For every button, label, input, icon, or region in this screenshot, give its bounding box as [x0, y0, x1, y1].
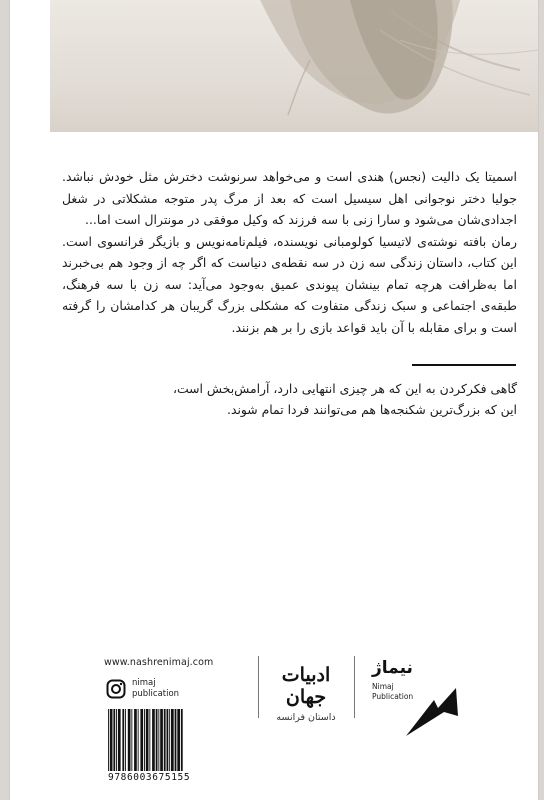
blurb-text — [62, 166, 517, 338]
barcode-bar — [118, 709, 121, 771]
book-back-cover — [10, 0, 538, 800]
barcode-bar — [108, 709, 109, 771]
barcode-bar — [158, 709, 159, 771]
barcode-bar — [167, 709, 169, 771]
barcode-bar — [116, 709, 117, 771]
barcode-bar — [149, 709, 150, 771]
instagram-icon — [106, 679, 126, 699]
barcode-bar — [160, 709, 163, 771]
barcode — [106, 709, 236, 771]
barcode-bar — [171, 709, 174, 771]
quote-line-2: این که بزرگ‌ترین شکنجه‌ها هم می‌توانند فردا تمام شوند. — [227, 402, 517, 417]
barcode-bar — [140, 709, 143, 771]
series-title-line-1: ادبیات — [281, 664, 331, 686]
barcode-bar — [177, 709, 180, 771]
footer-contact-barcode — [102, 651, 240, 785]
quote-line-1: گاهی فکرکردن به این که هر چیزی انتهایی دارد، آرامش‌بخش است، — [172, 381, 517, 396]
barcode-bar — [156, 709, 158, 771]
series-title-line-2: جهان — [285, 686, 327, 708]
website-url: www.nashrenimaj.com — [104, 657, 214, 668]
barcode-bar — [134, 709, 137, 771]
publisher-logo — [362, 658, 472, 738]
barcode-bar — [181, 709, 183, 771]
blurb-paragraph-1: اسمیتا یک دالیت (نجس) هندی است و می‌خواهد سرنوشت دخترش مثل خودش نباشد. جولیا دختر نوجوانی اهل سیسیل است که بعد از مرگ پدر متوجه مشکلاتی در شغل اجدادی‌شان می‌شود و سارا زنی با سه فرزند که وکیل موفقی در مونترال است اما... — [62, 169, 517, 227]
blurb-paragraph-2: رمان بافته نوشته‌ی لاتیسیا کولومبانی نویسنده، فیلم‌نامه‌نویس و بازیگر فرانسوی است. این کتاب، داستان زندگی سه زن در سه نقطه‌ی دنیاست که اگر چه از وجود هم بی‌خبرند اما به‌ظرافت هرچه تمام بینشان پیوندی عمیق به‌وجود می‌آید: سه زن با سه فرهنگ، طبقه‌ی اجتماعی و سبک زندگی متفاوت که مشکلی بزرگ گریبان هر کدامشان را گرفته است و برای مقابله با آن باید قواعد بازی را بر هم بزنند. — [62, 233, 517, 335]
footer-divider-right — [354, 656, 355, 718]
instagram-handle-line-2: publication — [132, 689, 180, 699]
isbn-number: 9786003675155 — [108, 772, 191, 783]
barcode-bar — [169, 709, 170, 771]
barcode-bar — [144, 709, 145, 771]
instagram-handle-line-1: nimaj — [132, 678, 156, 688]
barcode-bar — [146, 709, 149, 771]
series-logo — [272, 664, 340, 734]
publisher-latin-line-1: Nimaj — [372, 682, 394, 691]
series-subtitle: داستان فرانسه — [276, 712, 336, 723]
barcode-bar — [113, 709, 115, 771]
barcode-bar — [152, 709, 155, 771]
barcode-bar — [138, 709, 139, 771]
section-rule — [412, 364, 516, 366]
barcode-bar — [175, 709, 177, 771]
barcode-bar — [128, 709, 131, 771]
barcode-bar — [164, 709, 166, 771]
instagram-handle — [132, 678, 179, 700]
barcode-bar — [110, 709, 113, 771]
barcode-bar — [125, 709, 126, 771]
publisher-logo-icon — [400, 678, 462, 740]
footer-divider-left — [258, 656, 259, 718]
cover-photo-hair — [50, 0, 538, 132]
publisher-latin-line-2: Publication — [372, 691, 414, 701]
publisher-name: نیماژ — [372, 658, 413, 678]
barcode-bar — [131, 709, 132, 771]
barcode-bar — [122, 709, 124, 771]
quote-text — [62, 378, 517, 420]
